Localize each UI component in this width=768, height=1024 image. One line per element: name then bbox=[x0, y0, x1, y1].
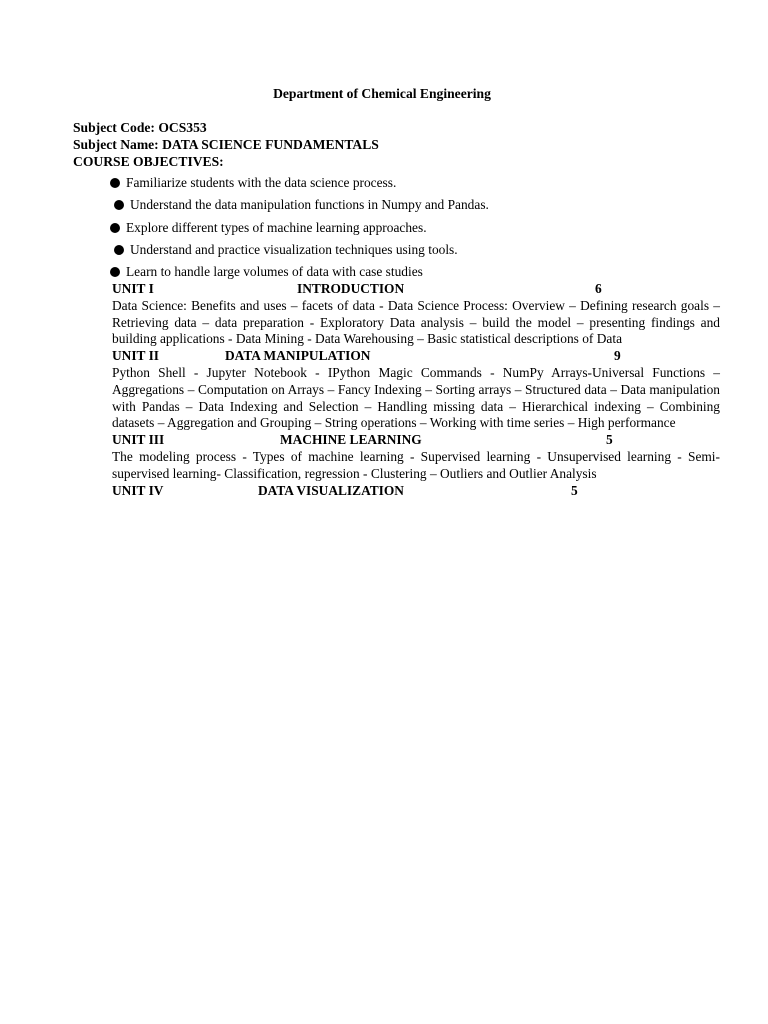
unit-heading bbox=[112, 281, 720, 298]
subject-info bbox=[73, 119, 379, 170]
objective-text: Familiarize students with the data science process. bbox=[126, 175, 397, 190]
bullet-icon bbox=[114, 245, 124, 255]
unit-title: DATA VISUALIZATION bbox=[258, 482, 404, 498]
unit-description: Python Shell - Jupyter Notebook - IPython Magic Commands - NumPy Arrays-Universal Functions – Aggregations – Computation on Arrays – Fancy Indexing – Sorting arrays – Structured data – Data manipulation with Pandas – Data Indexing and Selection – Handling missing data – Hierarchical indexing – Combining datasets – Aggregation and Grouping – String operations – Working with time series – High performance bbox=[112, 364, 720, 431]
unit-title: DATA MANIPULATION bbox=[225, 348, 371, 364]
list-item bbox=[110, 219, 730, 241]
unit-label: UNIT IV bbox=[112, 482, 164, 498]
objective-text: Learn to handle large volumes of data with case studies bbox=[126, 264, 423, 280]
unit-heading bbox=[112, 432, 720, 449]
unit-heading bbox=[112, 348, 720, 365]
bullet-icon bbox=[110, 223, 120, 233]
bullet-icon bbox=[110, 267, 120, 277]
department-title: Department of Chemical Engineering bbox=[273, 86, 491, 101]
bullet-icon bbox=[110, 178, 120, 188]
unit-label: UNIT I bbox=[112, 281, 154, 296]
unit-description: The modeling process - Types of machine learning - Supervised learning - Unsupervised learning - Semi- supervised learning- Classification, regression - Clustering – Outliers and Outlier Analysis bbox=[112, 448, 720, 481]
list-item bbox=[110, 196, 730, 218]
subject-name: Subject Name: DATA SCIENCE FUNDAMENTALS bbox=[73, 137, 379, 152]
unit-heading bbox=[112, 483, 720, 500]
list-item bbox=[110, 174, 730, 196]
unit-description: Data Science: Benefits and uses – facets of data - Data Science Process: Overview – Defining research goals – Retrieving data – data preparation - Exploratory Data analysis – build the model – presenting findings and building applications - Data Mining - Data Warehousing – Basic statistical descriptions of Data bbox=[112, 297, 720, 347]
unit-hours: 5 bbox=[606, 432, 613, 448]
objectives-list bbox=[110, 174, 730, 285]
unit-hours: 6 bbox=[595, 281, 602, 296]
objective-text: Understand the data manipulation functions in Numpy and Pandas. bbox=[130, 197, 489, 213]
units-section bbox=[112, 281, 720, 499]
subject-code: Subject Code: OCS353 bbox=[73, 120, 207, 135]
unit-hours: 9 bbox=[614, 348, 621, 364]
bullet-icon bbox=[114, 200, 124, 210]
unit-title: INTRODUCTION bbox=[297, 281, 405, 296]
unit-title: MACHINE LEARNING bbox=[280, 432, 422, 448]
course-objectives-heading: COURSE OBJECTIVES: bbox=[73, 154, 224, 169]
unit-label: UNIT II bbox=[112, 348, 160, 364]
list-item bbox=[110, 241, 730, 263]
unit-label: UNIT III bbox=[112, 432, 165, 448]
objective-text: Explore different types of machine learning approaches. bbox=[126, 219, 427, 235]
unit-hours: 5 bbox=[571, 482, 578, 498]
objective-text: Understand and practice visualization techniques using tools. bbox=[130, 241, 458, 257]
